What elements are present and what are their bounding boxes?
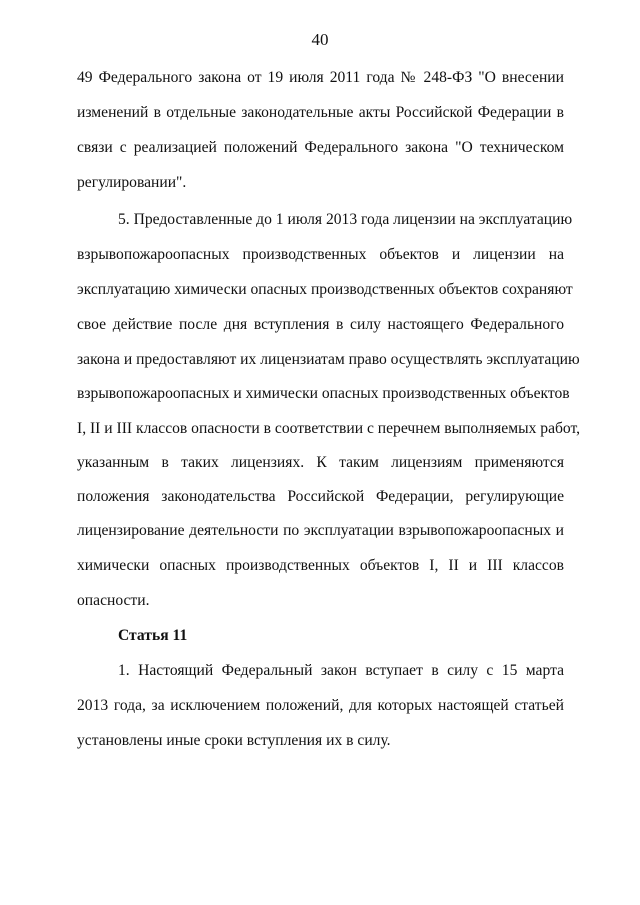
paragraph-3-line-1: 1. Настоящий Федеральный закон вступает в силу с 15 марта [118, 662, 564, 679]
paragraph-1-line-4: регулировании". [77, 174, 187, 191]
paragraph-2-line-11: химически опасных производственных объектов I, II и III классов [77, 557, 564, 574]
paragraph-2-line-3: эксплуатацию химически опасных производственных объектов сохраняют [77, 281, 573, 298]
paragraph-2-line-2: взрывопожароопасных производственных объектов и лицензии на [77, 246, 564, 263]
paragraph-3-line-2: 2013 года, за исключением положений, для которых настоящей статьей [77, 697, 564, 714]
paragraph-2-line-12: опасности. [77, 592, 150, 609]
paragraph-1-line-3: связи с реализацией положений Федерального закона "О техническом [77, 139, 564, 156]
paragraph-2-line-4: свое действие после дня вступления в силу настоящего Федерального [77, 316, 564, 333]
article-heading: Статья 11 [118, 627, 188, 644]
paragraph-2-line-8: указанным в таких лицензиях. К таким лицензиям применяются [77, 454, 564, 471]
paragraph-1-line-2: изменений в отдельные законодательные акты Российской Федерации в [77, 104, 564, 121]
paragraph-2-line-9: положения законодательства Российской Федерации, регулирующие [77, 488, 564, 505]
paragraph-2-line-5: закона и предоставляют их лицензиатам право осуществлять эксплуатацию [77, 351, 580, 368]
page-number: 40 [311, 30, 329, 49]
paragraph-2-line-10: лицензирование деятельности по эксплуатации взрывопожароопасных и [77, 522, 564, 539]
paragraph-2-line-6: взрывопожароопасных и химически опасных производственных объектов [77, 385, 570, 402]
paragraph-3-line-3: установлены иные сроки вступления их в силу. [77, 732, 391, 749]
paragraph-1-line-1: 49 Федерального закона от 19 июля 2011 года № 248-ФЗ "О внесении [77, 69, 564, 86]
paragraph-2-line-1: 5. Предоставленные до 1 июля 2013 года лицензии на эксплуатацию [118, 211, 573, 228]
paragraph-2-line-7: I, II и III классов опасности в соответствии с перечнем выполняемых работ, [77, 420, 581, 437]
